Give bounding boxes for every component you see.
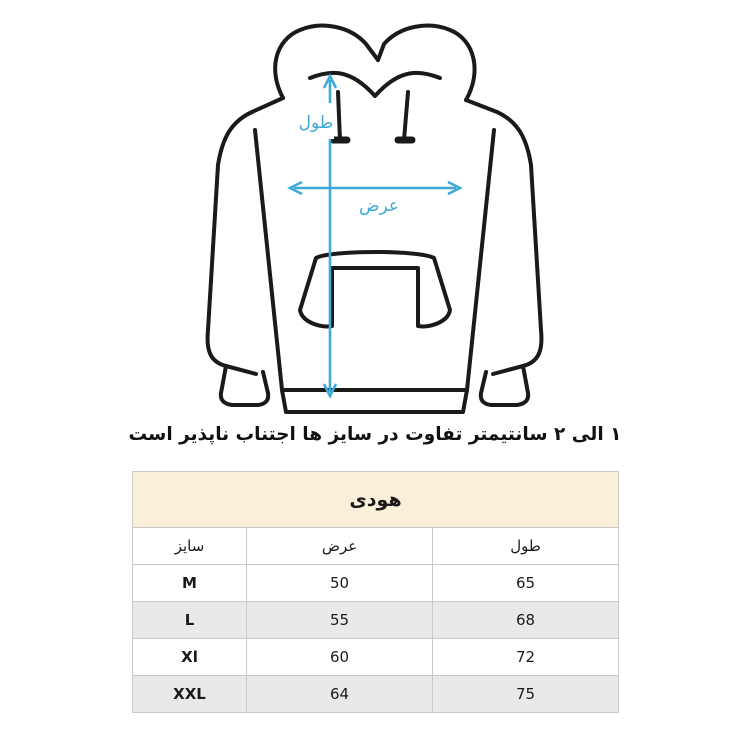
- cell-length: 72: [433, 639, 619, 676]
- size-chart-table: [132, 471, 619, 713]
- table-body: [133, 565, 619, 713]
- length-label: طول: [298, 113, 334, 133]
- cell-width: 60: [247, 639, 433, 676]
- cell-size: XXL: [133, 676, 247, 713]
- header-length: طول: [433, 528, 619, 565]
- tolerance-note: ۱ الی ۲ سانتیمتر تفاوت در سایز ها اجتناب ناپذیر است: [128, 424, 622, 445]
- cell-length: 65: [433, 565, 619, 602]
- table-row: [133, 565, 619, 602]
- cell-width: 50: [247, 565, 433, 602]
- header-size: سایز: [133, 528, 247, 565]
- cell-width: 55: [247, 602, 433, 639]
- table-header-row: [133, 528, 619, 565]
- table-row: [133, 602, 619, 639]
- table-title: هودی: [133, 472, 619, 528]
- cell-length: 75: [433, 676, 619, 713]
- cell-length: 68: [433, 602, 619, 639]
- table-row: [133, 639, 619, 676]
- cell-size: Xl: [133, 639, 247, 676]
- table-row: [133, 676, 619, 713]
- hoodie-outline: [208, 26, 542, 412]
- cell-size: L: [133, 602, 247, 639]
- cell-size: M: [133, 565, 247, 602]
- width-label: عرض: [358, 196, 400, 216]
- header-width: عرض: [247, 528, 433, 565]
- cell-width: 64: [247, 676, 433, 713]
- table-title-row: [133, 472, 619, 528]
